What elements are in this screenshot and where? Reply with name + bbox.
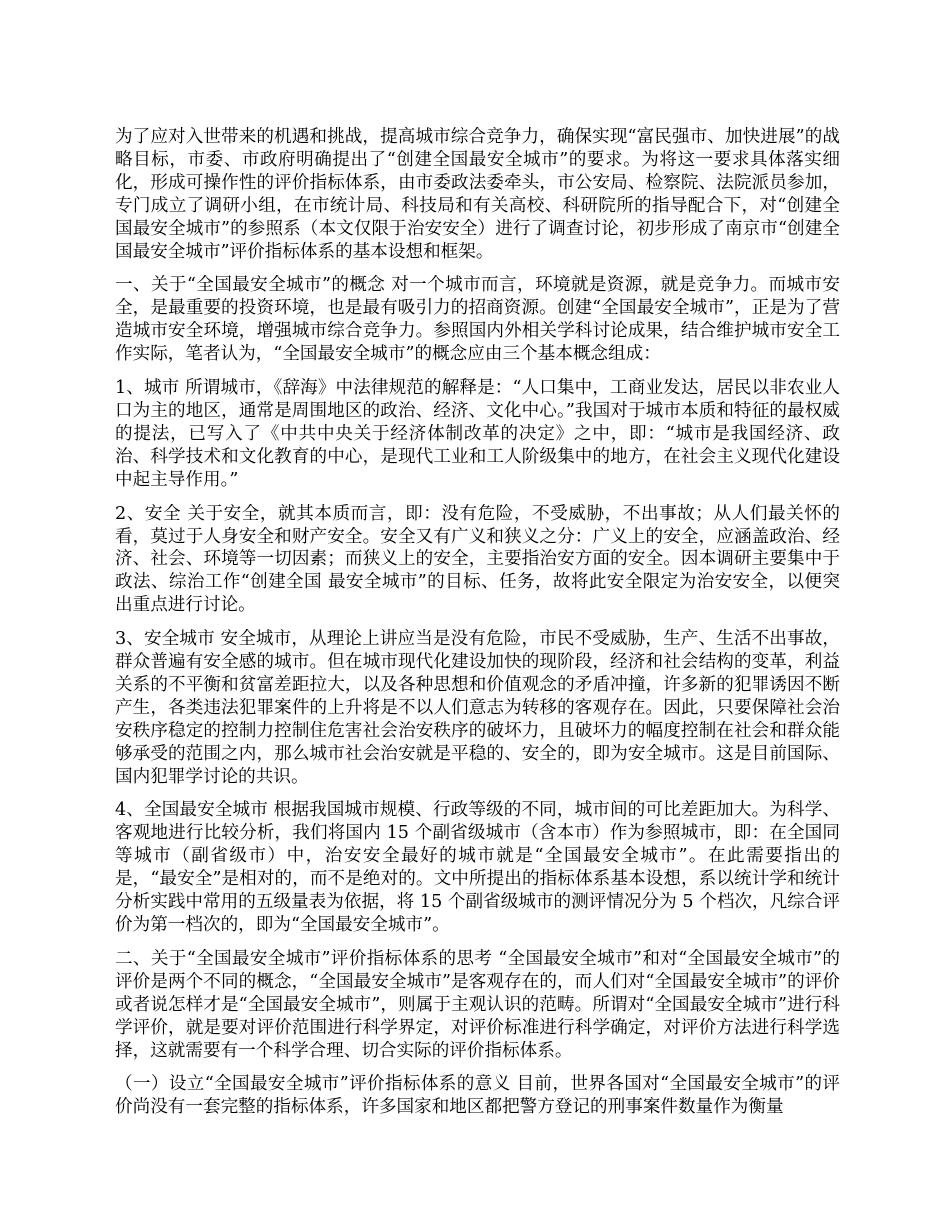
document-page — [115, 126, 840, 1130]
paragraph-city: 1、城市 所谓城市，《辞海》中法律规范的解释是：“人口集中，工商业发达，居民以非农业人口为主的地区，通常是周围地区的政治、经济、文化中心。”我国对于城市本质和特征的最权威的提法，已写入了《中共中央关于经济体制改革的决定》之中，即：“城市是我国经济、政治、科学技术和文化教育的中心，是现代工业和工人阶级集中的地方，在社会主义现代化建设中起主导作用。” — [115, 378, 840, 490]
paragraph-intro: 为了应对入世带来的机遇和挑战，提高城市综合竞争力，确保实现“富民强市、加快进展”的战略目标，市委、市政府明确提出了“创建全国最安全城市”的要求。为将这一要求具体落实细化，形成可操作性的评价指标体系，由市委政法委牵头，市公安局、检察院、法院派员参加，专门成立了调研小组，在市统计局、科技局和有关高校、科研院所的指导配合下，对“创建全国最安全城市”的参照系（本文仅限于治安安全）进行了调查讨论，初步形成了南京市“创建全国最安全城市”评价指标体系的基本设想和框架。 — [115, 127, 840, 262]
paragraph-section-2: 二、关于“全国最安全城市”评价指标体系的思考 “全国最安全城市”和对“全国最安全城市”的评价是两个不同的概念，“全国最安全城市”是客观存在的，而人们对“全国最安全城市”的评价或者说怎样才是“全国最安全城市”，则属于主观认识的范畴。所谓对“全国最安全城市”进行科学评价，就是要对评价范围进行科学界定，对评价标准进行科学确定，对评价方法进行科学选择，这就需要有一个科学合理、切合实际的评价指标体系。 — [115, 948, 840, 1061]
paragraph-safest-city: 4、全国最安全城市 根据我国城市规模、行政等级的不同，城市间的可比差距加大。为科学、客观地进行比较分析，我们将国内 15 个副省级城市（含本市）作为参照城市，即：在全国同等城市（副省级市）中，治安安全最好的城市就是“全国最安全城市”。在此需要指出的是，“最安全”是相对的，而不是绝对的。文中所提出的指标体系基本设想，系以统计学和统计分析实践中常用的五级量表为依据，将 15 个副省级城市的测评情况分为 5 个档次，凡综合评价为第一档次的，即为“全国最安全城市”。 — [115, 800, 840, 935]
paragraph-safe-city: 3、安全城市 安全城市，从理论上讲应当是没有危险，市民不受威胁，生产、生活不出事故，群众普遍有安全感的城市。但在城市现代化建设加快的现阶段，经济和社会结构的变革，利益关系的不平衡和贫富差距拉大，以及各种思想和价值观念的矛盾冲撞，许多新的犯罪诱因不断产生，各类违法犯罪案件的上升将是不以人们意志为转移的客观存在。因此，只要保障社会治安秩序稳定的控制力控制住危害社会治安秩序的破坏力，且破坏力的幅度控制在社会和群众能够承受的范围之内，那么城市社会治安就是平稳的、安全的，即为安全城市。这是目前国际、国内犯罪学讨论的共识。 — [115, 629, 840, 787]
paragraph-subsection-1: （一）设立“全国最安全城市”评价指标体系的意义 目前，世界各国对“全国最安全城市”的评价尚没有一套完整的指标体系，许多国家和地区都把警方登记的刑事案件数量作为衡量 — [115, 1074, 840, 1118]
paragraph-section-1: 一、关于“全国最安全城市”的概念 对一个城市而言，环境就是资源，就是竞争力。而城市安全，是最重要的投资环境，也是最有吸引力的招商资源。创建“全国最安全城市”，正是为了营造城市安全环境，增强城市综合竞争力。参照国内外相关学科讨论成果，结合维护城市安全工作实际，笔者认为，“全国最安全城市”的概念应由三个基本概念组成： — [115, 275, 840, 365]
paragraph-safety: 2、安全 关于安全，就其本质而言，即：没有危险，不受威胁，不出事故；从人们最关怀的看，莫过于人身安全和财产安全。安全又有广义和狭义之分：广义上的安全，应涵盖政治、经济、社会、环境等一切因素；而狭义上的安全，主要指治安方面的安全。因本调研主要集中于政法、综治工作“创建全国 最安全城市”的目标、任务，故将此安全限定为治安安全，以便突出重点进行讨论。 — [115, 503, 840, 616]
